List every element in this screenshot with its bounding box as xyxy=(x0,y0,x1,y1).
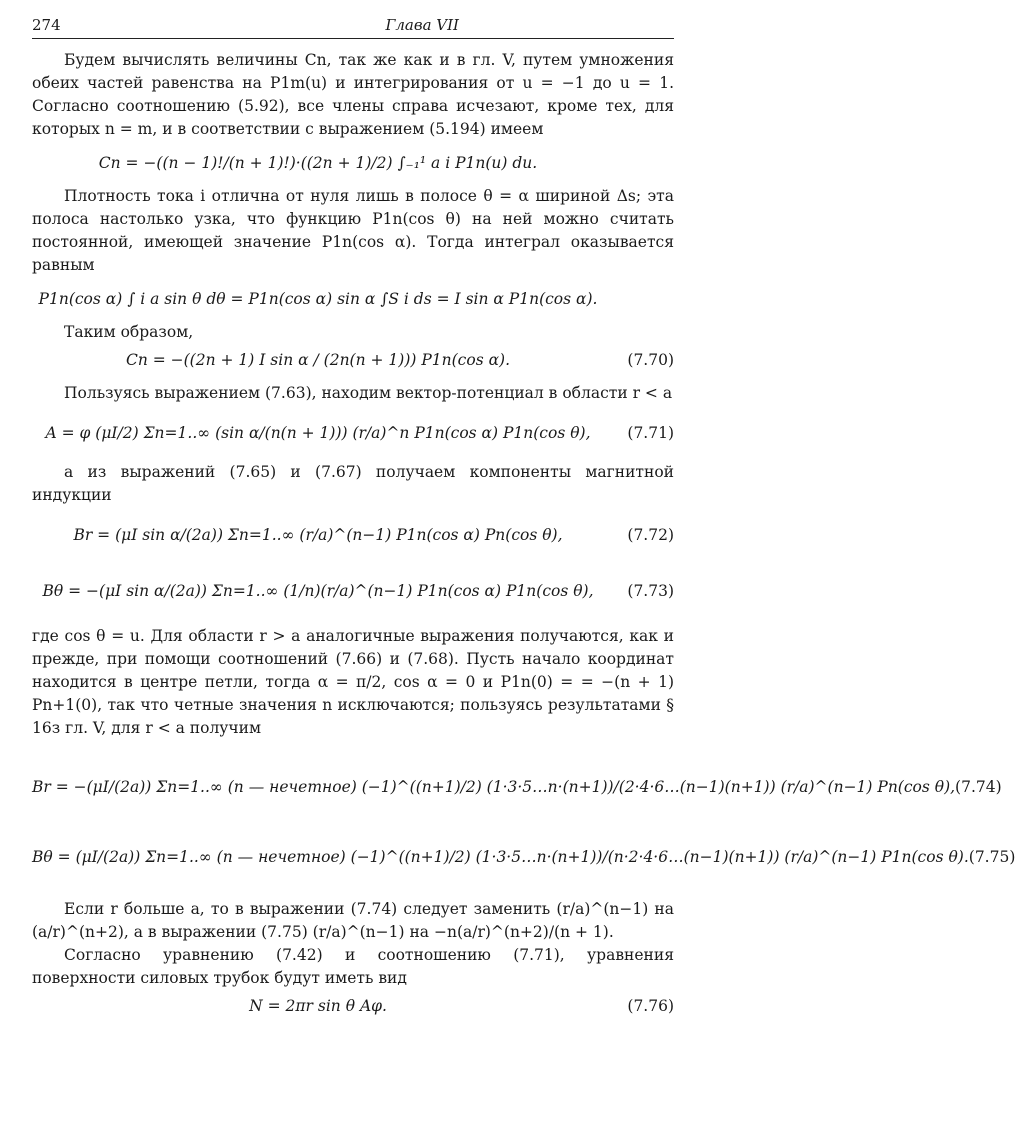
paragraph-1: Будем вычислять величины Cn, так же как и в гл. V, путем умножения обеих частей равенства на P1m(u) и интегрирования от u = −1 до u = 1. Согласно соотношению (5.92), все члены справа исчезают, кроме тех, для которых n = m, и в соответствии с выражением (5.194) имеем xyxy=(32,51,674,138)
equation-4 xyxy=(32,405,674,461)
equation-1 xyxy=(32,141,674,185)
paragraph-8: Согласно уравнению (7.42) и соотношению (7.71), уравнения поверхности силовых трубок будут иметь вид xyxy=(32,946,674,987)
equation-1-formula: Cn = −((n − 1)!/(n + 1)!)·((2n + 1)/2) ∫₋₁¹ a i P1n(u) du. xyxy=(98,153,538,172)
equation-8 xyxy=(32,822,1015,892)
equation-4-number: (7.71) xyxy=(627,423,674,442)
paragraph-7: Если r больше a, то в выражении (7.74) следует заменить (r/a)^(n−1) на (a/r)^(n+2), а в выражении (7.75) (r/a)^(n−1) на −n(a/r)^(n+2)/(n + 1). xyxy=(32,900,674,941)
equation-9-number: (7.76) xyxy=(627,996,674,1015)
equation-4-formula: A = φ (μI/2) Σn=1..∞ (sin α/(n(n + 1))) (r/a)^n P1n(cos α) P1n(cos θ), xyxy=(45,423,591,442)
equation-3 xyxy=(32,344,674,376)
paragraph-3: Таким образом, xyxy=(64,323,194,341)
equation-6 xyxy=(32,563,674,619)
equation-7-formula: Br = −(μI/(2a)) Σn=1..∞ (n — нечетное) (−1)^((n+1)/2) (1·3·5…n·(n+1))/(2·4·6…(n−1)(n+1)) (r/a)^(n−1) Pn(cos θ), xyxy=(32,777,956,796)
equation-8-number: (7.75) xyxy=(968,847,1015,866)
paragraph-4: Пользуясь выражением (7.63), находим вектор-потенциал в области r < a xyxy=(64,384,673,402)
equation-3-number: (7.70) xyxy=(627,350,674,369)
page-number: 274 xyxy=(32,16,61,34)
equation-5-formula: Br = (μI sin α/(2a)) Σn=1..∞ (r/a)^(n−1) P1n(cos α) Pn(cos θ), xyxy=(73,525,563,544)
equation-5 xyxy=(32,507,674,563)
running-header xyxy=(32,14,674,39)
equation-7 xyxy=(32,752,1002,822)
equation-8-formula: Bθ = (μI/(2a)) Σn=1..∞ (n — нечетное) (−1)^((n+1)/2) (1·3·5…n·(n+1))/(n·2·4·6…(n−1)(n+1)) (r/a)^(n−1) P1n(cos θ). xyxy=(32,847,969,866)
chapter-title: Глава VII xyxy=(385,16,459,34)
equation-6-number: (7.73) xyxy=(627,581,674,600)
equation-7-number: (7.74) xyxy=(955,777,1002,796)
equation-6-formula: Bθ = −(μI sin α/(2a)) Σn=1..∞ (1/n)(r/a)^(n−1) P1n(cos α) P1n(cos θ), xyxy=(42,581,594,600)
equation-5-number: (7.72) xyxy=(627,525,674,544)
equation-2 xyxy=(32,277,674,321)
paragraph-2: Плотность тока i отлична от нуля лишь в полосе θ = α шириной Δs; эта полоса настолько узка, что функцию P1n(cos θ) на ней можно считать постоянной, имеющей значение P1n(cos α). Тогда интеграл оказывается равным xyxy=(32,187,674,274)
equation-9 xyxy=(32,990,674,1022)
equation-3-formula: Cn = −((2n + 1) I sin α / (2n(n + 1))) P1n(cos α). xyxy=(125,350,511,369)
equation-2-formula: P1n(cos α) ∫ i a sin θ dθ = P1n(cos α) sin α ∫S i ds = I sin α P1n(cos α). xyxy=(38,289,598,308)
equation-9-formula: N = 2πr sin θ Aφ. xyxy=(249,996,387,1015)
paragraph-6: где cos θ = u. Для области r > a аналогичные выражения получаются, как и прежде, при помощи соотношений (7.66) и (7.68). Пусть начало координат находится в центре петли, тогда α = π/2, cos α = 0 и P1n(0) = = −(n + 1) Pn+1(0), так что четные значения n исключаются; пользуясь результатами § 16з гл. V, для r < a получим xyxy=(32,627,674,737)
paragraph-5: а из выражений (7.65) и (7.67) получаем компоненты магнитной индукции xyxy=(32,463,674,504)
